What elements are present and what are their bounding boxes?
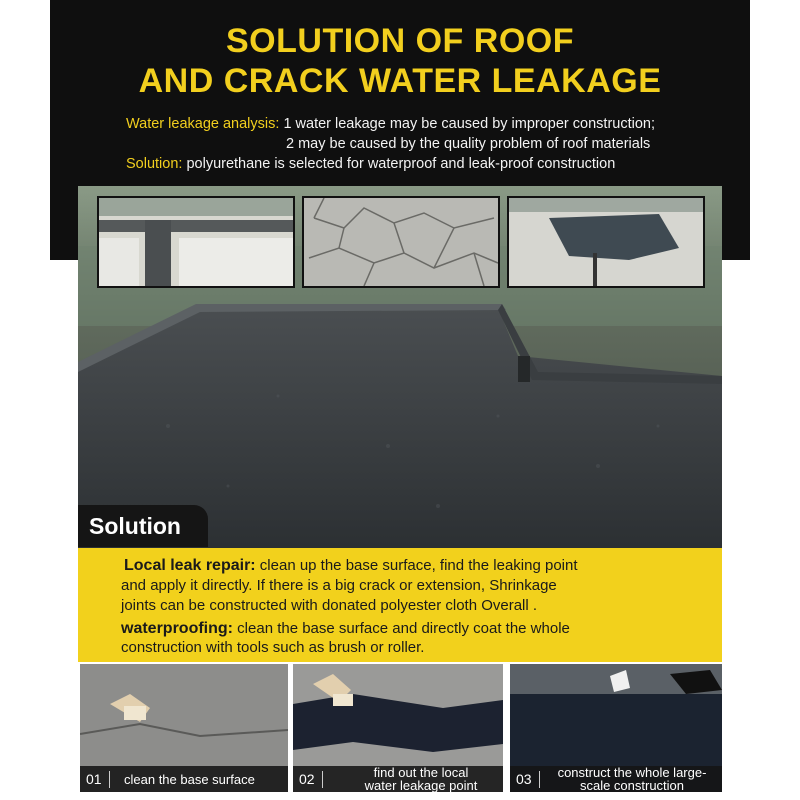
step-03-label — [546, 765, 718, 792]
waterproofing-line-1 — [121, 620, 570, 638]
analysis-solution-line — [126, 156, 615, 172]
analysis-label: Water leakage analysis: — [126, 116, 280, 132]
step-01-card — [80, 664, 288, 792]
step-02-label-line-2: water leakage point — [364, 778, 478, 792]
analysis-text-2: 2 may be caused by the quality problem of roof materials — [286, 136, 651, 152]
thumbnail-roof-corner — [97, 196, 295, 288]
thumbnail-cracked-surface-image — [304, 198, 498, 286]
step-03-number: 03 — [516, 771, 532, 787]
local-repair-line-1 — [124, 557, 578, 575]
thumbnail-roof-corner-image — [99, 198, 293, 286]
thumbnail-coating-applied — [507, 196, 705, 288]
solution-details-panel — [78, 548, 722, 662]
step-01-label: clean the base surface — [124, 772, 255, 787]
analysis-solution-label: Solution: — [126, 156, 183, 172]
step-02-card — [293, 664, 503, 792]
analysis-line-1 — [126, 116, 655, 132]
local-repair-text-1: clean up the base surface, find the leaking point — [259, 557, 578, 574]
thumbnail-cracked-surface — [302, 196, 500, 288]
title-line-1: SOLUTION OF ROOF — [226, 22, 574, 60]
step-02-label — [347, 765, 495, 792]
thumbnail-coating-applied-image — [509, 198, 703, 286]
step-03-caption-bar — [510, 766, 722, 792]
step-02-caption-bar — [293, 766, 503, 792]
step-03-card — [510, 664, 722, 792]
local-repair-text-3: joints can be constructed with donated polyester cloth Overall . — [121, 597, 538, 614]
step-02-divider — [322, 771, 323, 788]
step-03-label-line-1: construct the whole large- — [557, 765, 707, 780]
local-repair-text-2: and apply it directly. If there is a big crack or extension, Shrinkage — [121, 577, 557, 594]
waterproofing-text-1: clean the base surface and directly coat the whole — [237, 620, 570, 637]
step-02-number: 02 — [299, 771, 315, 787]
title-line-2: AND CRACK WATER LEAKAGE — [138, 62, 662, 100]
analysis-text-1: 1 water leakage may be caused by improper construction; — [283, 116, 655, 132]
waterproofing-text-2: construction with tools such as brush or roller. — [121, 639, 425, 656]
step-03-label-line-2: scale construction — [579, 778, 685, 792]
step-03-divider — [539, 771, 540, 788]
step-01-number: 01 — [86, 771, 102, 787]
analysis-solution-text: polyurethane is selected for waterproof and leak-proof construction — [186, 156, 616, 172]
solution-tab: Solution — [78, 505, 208, 547]
step-01-divider — [109, 771, 110, 788]
step-02-label-line-1: find out the local — [373, 765, 469, 780]
local-repair-label: Local leak repair: — [124, 557, 256, 574]
step-01-caption-bar — [80, 766, 288, 792]
waterproofing-label: waterproofing: — [121, 620, 233, 637]
